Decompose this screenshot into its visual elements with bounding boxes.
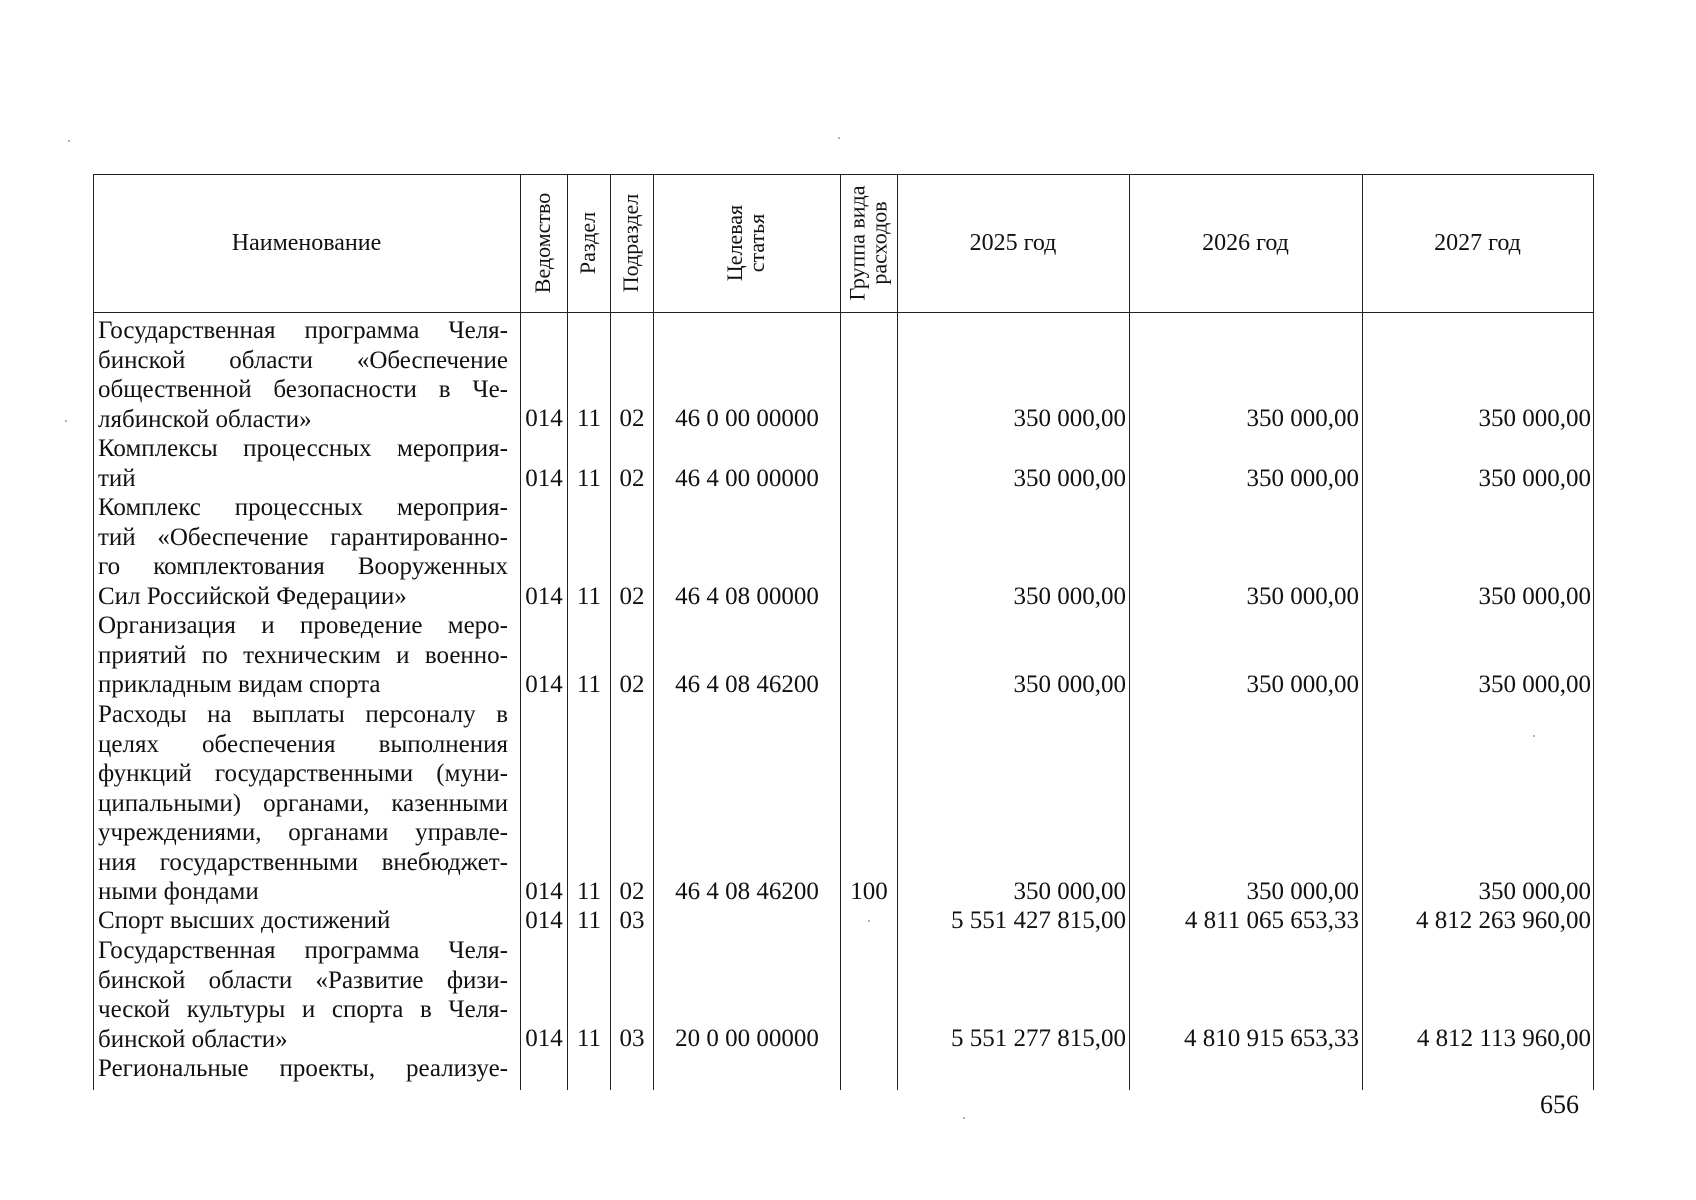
cell-dept: 014 — [525, 671, 563, 698]
cell-dept: 014 — [525, 465, 563, 492]
cell-target: 46 4 08 46200 — [675, 878, 819, 905]
cell-target: 20 0 00 00000 — [675, 1025, 819, 1052]
cell-2025: 350 000,00 — [1013, 878, 1126, 905]
cell-2026: 4 810 915 653,33 — [1184, 1025, 1359, 1052]
cell-dept: 014 — [525, 878, 563, 905]
scan-speck — [65, 420, 67, 422]
table-border-right — [1593, 174, 1594, 1090]
cell-2026: 350 000,00 — [1246, 405, 1359, 432]
cell-2027: 350 000,00 — [1478, 465, 1591, 492]
cell-2027: 4 812 263 960,00 — [1416, 907, 1591, 934]
header-2025: 2025 год — [969, 230, 1057, 256]
header-divider — [93, 312, 1593, 313]
cell-target: 46 0 00 00000 — [675, 405, 819, 432]
cell-section: 11 — [576, 907, 602, 934]
cell-subsection: 02 — [619, 583, 645, 610]
cell-section: 11 — [576, 671, 602, 698]
cell-2027: 350 000,00 — [1478, 405, 1591, 432]
table-row: Государственная программа Челя- бинской области «Развитие физи- ческой культуры и спорта в Челя- бинской области» — [98, 937, 508, 1053]
table-row: Региональные проекты, реализуе- — [98, 1055, 508, 1082]
header-name: Наименование — [231, 230, 382, 256]
cell-dept: 014 — [525, 405, 563, 432]
header-group: Группа вида расходов — [844, 185, 892, 301]
page-number: 656 — [1540, 1090, 1579, 1119]
cell-2027: 350 000,00 — [1478, 583, 1591, 610]
cell-2026: 350 000,00 — [1246, 671, 1359, 698]
cell-2027: 350 000,00 — [1478, 671, 1591, 698]
cell-2027: 350 000,00 — [1478, 878, 1591, 905]
cell-2026: 350 000,00 — [1246, 583, 1359, 610]
cell-group: 100 — [850, 878, 888, 905]
cell-2025: 5 551 277 815,00 — [951, 1025, 1126, 1052]
cell-subsection: 02 — [619, 671, 645, 698]
cell-2025: 5 551 427 815,00 — [951, 907, 1126, 934]
cell-dept: 014 — [525, 583, 563, 610]
table-row: Расходы на выплаты персоналу в целях обеспечения выполнения функций государственными (муни- ципальными) органами, казенными учреждениями, органами управле- ния государственными внебюджет- ными фондами — [98, 701, 508, 905]
cell-2025: 350 000,00 — [1013, 465, 1126, 492]
cell-section: 11 — [576, 405, 602, 432]
scan-speck — [1533, 735, 1535, 737]
cell-subsection: 03 — [619, 907, 645, 934]
cell-2025: 350 000,00 — [1013, 671, 1126, 698]
cell-2025: 350 000,00 — [1013, 583, 1126, 610]
cell-2025: 350 000,00 — [1013, 405, 1126, 432]
cell-2027: 4 812 113 960,00 — [1416, 1025, 1591, 1052]
scan-speck — [963, 1117, 965, 1119]
table-row: Спорт высших достижений — [98, 907, 391, 934]
header-2026: 2026 год — [1202, 230, 1289, 256]
cell-subsection: 02 — [619, 465, 645, 492]
cell-section: 11 — [576, 1025, 602, 1052]
cell-target: 46 4 00 00000 — [675, 465, 819, 492]
cell-section: 11 — [576, 465, 602, 492]
scan-speck — [868, 920, 870, 922]
cell-target: 46 4 08 46200 — [675, 671, 819, 698]
cell-section: 11 — [576, 878, 602, 905]
cell-2026: 4 811 065 653,33 — [1184, 907, 1359, 934]
cell-subsection: 03 — [619, 1025, 645, 1052]
cell-subsection: 02 — [619, 405, 645, 432]
header-2027: 2027 год — [1434, 230, 1521, 256]
table-row: Комплексы процессных мероприя- тий — [98, 435, 508, 492]
cell-target: 46 4 08 00000 — [675, 583, 819, 610]
scan-speck — [68, 140, 70, 142]
cell-2026: 350 000,00 — [1246, 878, 1359, 905]
cell-section: 11 — [576, 583, 602, 610]
header-subsection: Подраздел — [618, 193, 644, 293]
table-row: Комплекс процессных мероприя- тий «Обеспечение гарантированно- го комплектования Вооруженных Сил Российской Федерации» — [98, 494, 508, 610]
budget-table — [93, 174, 1593, 1090]
table-row: Организация и проведение меро- приятий по техническим и военно- прикладным видам спорта — [98, 612, 508, 698]
header-target: Целевая статья — [722, 204, 770, 282]
header-dept: Ведомство — [530, 192, 556, 294]
table-row: Государственная программа Челя- бинской области «Обеспечение общественной безопасности в Че- лябинской области» — [98, 317, 508, 433]
cell-2026: 350 000,00 — [1246, 465, 1359, 492]
cell-dept: 014 — [525, 907, 563, 934]
scan-speck — [838, 137, 840, 139]
header-section: Раздел — [575, 211, 601, 275]
cell-subsection: 02 — [619, 878, 645, 905]
cell-dept: 014 — [525, 1025, 563, 1052]
